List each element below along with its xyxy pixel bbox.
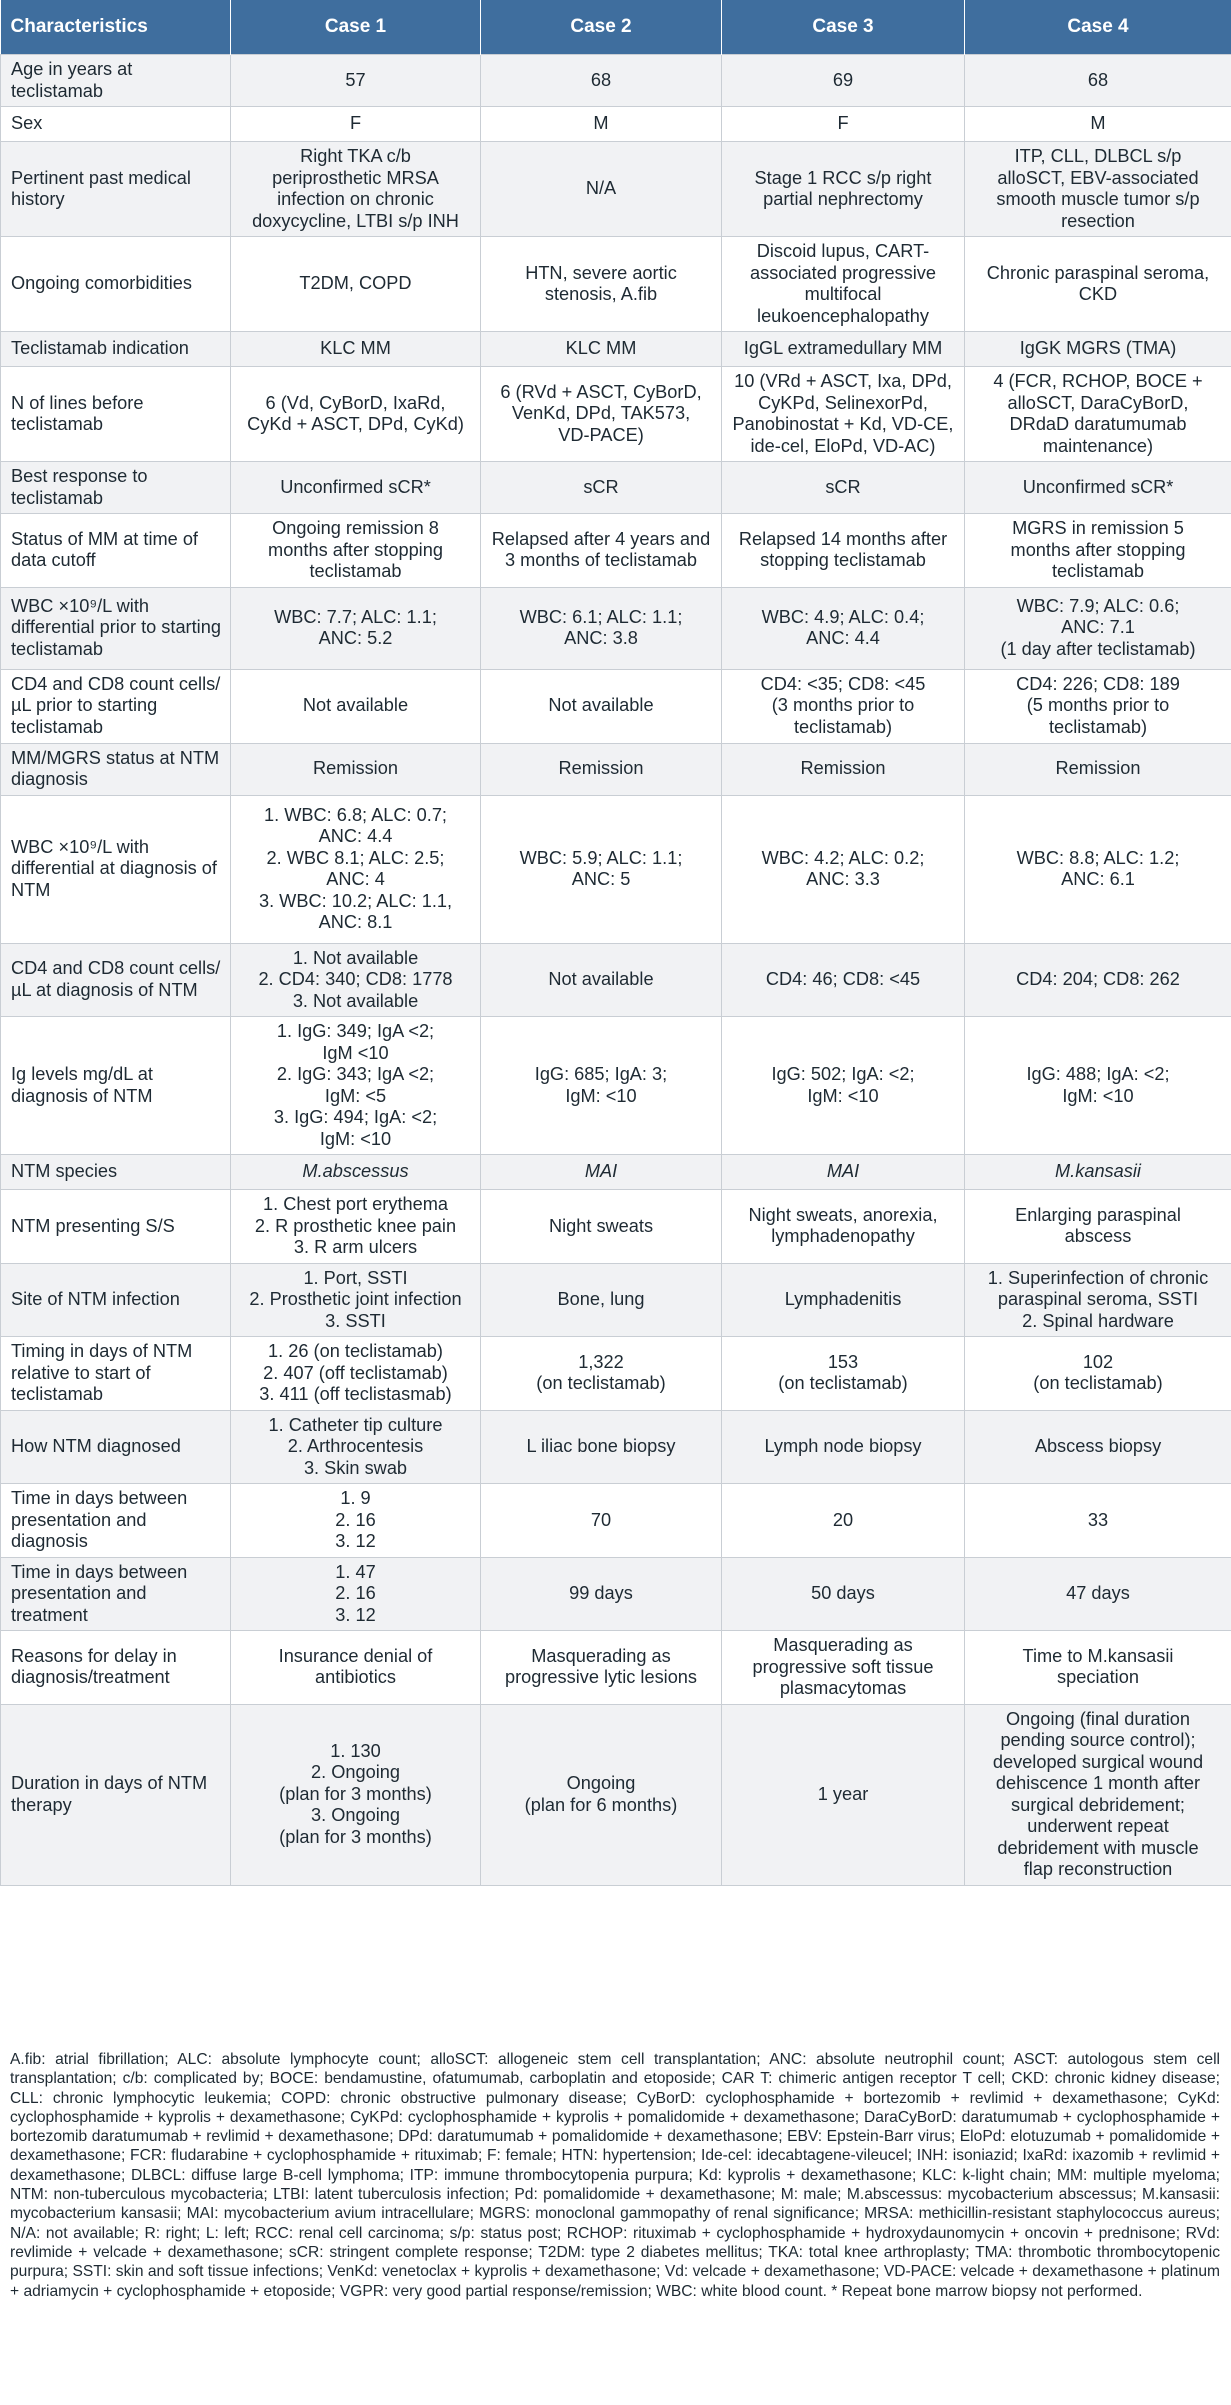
case-1-cell: Insurance denial of antibiotics xyxy=(231,1631,481,1705)
header-case-2: Case 2 xyxy=(481,0,722,55)
table-row xyxy=(1,332,1231,367)
case-3-cell: Remission xyxy=(722,743,965,795)
table-row xyxy=(1,1155,1231,1190)
case-4-cell: 68 xyxy=(965,55,1231,107)
row-label: Best response to teclistamab xyxy=(1,462,231,514)
case-3-cell: Lymph node biopsy xyxy=(722,1410,965,1484)
row-label: WBC ×10⁹/L with differential prior to starting teclistamab xyxy=(1,587,231,669)
case-3-cell: 1 year xyxy=(722,1704,965,1885)
case-1-cell: Remission xyxy=(231,743,481,795)
case-1-cell: T2DM, COPD xyxy=(231,237,481,332)
case-2-cell: L iliac bone biopsy xyxy=(481,1410,722,1484)
row-label: N of lines before teclistamab xyxy=(1,367,231,462)
table-row xyxy=(1,142,1231,237)
case-3-cell: 10 (VRd + ASCT, Ixa, DPd, CyKPd, SelinexorPd, Panobinostat + Kd, VD-CE, ide-cel, EloPd, VD-AC) xyxy=(722,367,965,462)
row-label: Status of MM at time of data cutoff xyxy=(1,514,231,588)
case-2-cell: HTN, severe aortic stenosis, A.fib xyxy=(481,237,722,332)
table-row xyxy=(1,1704,1231,1885)
case-2-cell: MAI xyxy=(481,1155,722,1190)
case-2-cell: Remission xyxy=(481,743,722,795)
row-label: How NTM diagnosed xyxy=(1,1410,231,1484)
table-row xyxy=(1,943,1231,1017)
case-2-cell: Masquerading as progressive lytic lesions xyxy=(481,1631,722,1705)
case-1-cell: 1. Not available 2. CD4: 340; CD8: 1778 3. Not available xyxy=(231,943,481,1017)
case-3-cell: 50 days xyxy=(722,1557,965,1631)
table-row xyxy=(1,462,1231,514)
case-1-cell: 1. IgG: 349; IgA <2; IgM <10 2. IgG: 343; IgA <2; IgM: <5 3. IgG: 494; IgA: <2; IgM: <10 xyxy=(231,1017,481,1155)
case-1-cell: 1. 130 2. Ongoing (plan for 3 months) 3. Ongoing (plan for 3 months) xyxy=(231,1704,481,1885)
case-2-cell: Not available xyxy=(481,669,722,743)
case-1-cell: 1. Chest port erythema 2. R prosthetic knee pain 3. R arm ulcers xyxy=(231,1190,481,1264)
case-1-cell: 1. 26 (on teclistamab) 2. 407 (off teclistamab) 3. 411 (off teclistasmab) xyxy=(231,1337,481,1411)
case-3-cell: 153 (on teclistamab) xyxy=(722,1337,965,1411)
case-2-cell: Relapsed after 4 years and 3 months of teclistamab xyxy=(481,514,722,588)
case-4-cell: 33 xyxy=(965,1484,1231,1558)
abbreviations-footnote: A.fib: atrial fibrillation; ALC: absolute lymphocyte count; alloSCT: allogeneic stem cell transplantation; ANC: absolute neutrophil count; ASCT: autologous stem cell transplantation; c/b: complicated by; BOCE: bendamustine, ofatumumab, carboplatin and etoposide; CAR T: chimeric antigen receptor T cell; CKD: chronic kidney disease; CLL: chronic lymphocytic leukemia; COPD: chronic obstructive pulmonary disease; CyBorD: cyclophosphamide + bortezomib + revlimid + dexamethasone; CyKd: cyclophosphamide + kyprolis + dexamethasone; CyKPd: cyclophosphamide + kyprolis + pomalidomide + dexamethasone; DaraCyBorD: daratumumab + cyclophosphamide + bortezomib daratumumab + revlimid + dexamethasone; DPd: daratumumab + pomalidomide + dexamethasone; EBV: Epstein-Barr virus; EloPd: elotuzumab + pomalidomide + dexamethasone; FCR: fludarabine + cyclophosphamide + rituximab; F: female; HTN: hypertension; Ide-cel: idecabtagene-vileucel; INH: isoniazid; IxaRd: ixazomib + revlimid + dexamethasone; DLBCL: diffuse large B-cell lymphoma; ITP: immune thrombocytopenia purpura; Kd: kyprolis + dexamethasone; KLC: k-light chain; MM: multiple myeloma; NTM: non-tuberculous mycobacteria; LTBI: latent tuberculosis infection; Pd: pomalidomide + dexamethasone; M: male; M.abscessus: mycobacterium abscessus; M.kansasii: mycobacterium kansasii; MAI: mycobacterium avium intracellulare; MGRS: monoclonal gammopathy of renal significance; MRSA: methicillin-resistant staphylococcus aureus; N/A: not available; R: right; L: left; RCC: renal cell carcinoma; s/p: status post; RCHOP: rituximab + cyclophosphamide + hydroxydaunomycin + oncovin + prednisone; RVd: revlimide + velcade + dexamethasone; sCR: stringent complete response; T2DM: type 2 diabetes mellitus; TKA: total knee arthroplasty; TMA: thrombotic thrombocytopenic purpura; SSTI: skin and soft tissue infections; VenKd: venetoclax + kyprolis + dexamethasone; Vd: velcade + dexamethasone; VD-PACE: velcade + dexamethasone + platinum + adriamycin + cyclophosphamide + etoposide; VGPR: very good partial response/remission; WBC: white blood count. * Repeat bone marrow biopsy not performed. xyxy=(10,2051,1220,2300)
case-3-cell: Lymphadenitis xyxy=(722,1263,965,1337)
case-2-cell: KLC MM xyxy=(481,332,722,367)
case-1-cell: M.abscessus xyxy=(231,1155,481,1190)
case-4-cell: WBC: 8.8; ALC: 1.2; ANC: 6.1 xyxy=(965,795,1231,943)
case-3-cell: 69 xyxy=(722,55,965,107)
case-2-cell: 70 xyxy=(481,1484,722,1558)
header-characteristics: Characteristics xyxy=(1,0,231,55)
case-4-cell: M xyxy=(965,107,1231,142)
case-1-cell: Unconfirmed sCR* xyxy=(231,462,481,514)
table-row xyxy=(1,1631,1231,1705)
case-3-cell: CD4: 46; CD8: <45 xyxy=(722,943,965,1017)
case-4-cell: IgGK MGRS (TMA) xyxy=(965,332,1231,367)
table-row xyxy=(1,237,1231,332)
table-row xyxy=(1,795,1231,943)
case-3-cell: Discoid lupus, CART- associated progressive multifocal leukoencephalopathy xyxy=(722,237,965,332)
row-label: Reasons for delay in diagnosis/treatment xyxy=(1,1631,231,1705)
case-2-cell: sCR xyxy=(481,462,722,514)
case-3-cell: 20 xyxy=(722,1484,965,1558)
table-row xyxy=(1,1017,1231,1155)
table-row xyxy=(1,1484,1231,1558)
row-label: NTM presenting S/S xyxy=(1,1190,231,1264)
case-4-cell: 102 (on teclistamab) xyxy=(965,1337,1231,1411)
row-label: WBC ×10⁹/L with differential at diagnosis of NTM xyxy=(1,795,231,943)
case-4-cell: 4 (FCR, RCHOP, BOCE + alloSCT, DaraCyBorD, DRdaD daratumumab maintenance) xyxy=(965,367,1231,462)
case-4-cell: WBC: 7.9; ALC: 0.6; ANC: 7.1 (1 day after teclistamab) xyxy=(965,587,1231,669)
case-3-cell: Masquerading as progressive soft tissue plasmacytomas xyxy=(722,1631,965,1705)
case-4-cell: IgG: 488; IgA: <2; IgM: <10 xyxy=(965,1017,1231,1155)
case-2-cell: M xyxy=(481,107,722,142)
case-4-cell: Ongoing (final duration pending source control); developed surgical wound dehiscence 1 month after surgical debridement; underwent repeat debridement with muscle flap reconstruction xyxy=(965,1704,1231,1885)
row-label: Ongoing comorbidities xyxy=(1,237,231,332)
case-1-cell: 1. Catheter tip culture 2. Arthrocentesis 3. Skin swab xyxy=(231,1410,481,1484)
row-label: Time in days between presentation and treatment xyxy=(1,1557,231,1631)
case-1-cell: Right TKA c/b periprosthetic MRSA infection on chronic doxycycline, LTBI s/p INH xyxy=(231,142,481,237)
case-4-cell: Abscess biopsy xyxy=(965,1410,1231,1484)
table-row xyxy=(1,55,1231,107)
case-3-cell: WBC: 4.9; ALC: 0.4; ANC: 4.4 xyxy=(722,587,965,669)
table-row xyxy=(1,587,1231,669)
case-4-cell: CD4: 204; CD8: 262 xyxy=(965,943,1231,1017)
row-label: Teclistamab indication xyxy=(1,332,231,367)
case-3-cell: WBC: 4.2; ALC: 0.2; ANC: 3.3 xyxy=(722,795,965,943)
header-row xyxy=(1,0,1231,55)
row-label: Timing in days of NTM relative to start of teclistamab xyxy=(1,1337,231,1411)
case-2-cell: WBC: 5.9; ALC: 1.1; ANC: 5 xyxy=(481,795,722,943)
case-1-cell: 1. 47 2. 16 3. 12 xyxy=(231,1557,481,1631)
case-4-cell: Time to M.kansasii speciation xyxy=(965,1631,1231,1705)
row-label: Time in days between presentation and diagnosis xyxy=(1,1484,231,1558)
table-row xyxy=(1,1410,1231,1484)
case-4-cell: M.kansasii xyxy=(965,1155,1231,1190)
case-3-cell: Night sweats, anorexia, lymphadenopathy xyxy=(722,1190,965,1264)
case-3-cell: MAI xyxy=(722,1155,965,1190)
row-label: Pertinent past medical history xyxy=(1,142,231,237)
case-2-cell: Ongoing (plan for 6 months) xyxy=(481,1704,722,1885)
table-row xyxy=(1,1557,1231,1631)
case-3-cell: IgG: 502; IgA: <2; IgM: <10 xyxy=(722,1017,965,1155)
table-row xyxy=(1,1263,1231,1337)
case-4-cell: Remission xyxy=(965,743,1231,795)
header-case-1: Case 1 xyxy=(231,0,481,55)
table-row xyxy=(1,1190,1231,1264)
case-1-cell: Ongoing remission 8 months after stopping teclistamab xyxy=(231,514,481,588)
case-2-cell: N/A xyxy=(481,142,722,237)
row-label: Ig levels mg/dL at diagnosis of NTM xyxy=(1,1017,231,1155)
table-row xyxy=(1,1337,1231,1411)
case-3-cell: Relapsed 14 months after stopping teclistamab xyxy=(722,514,965,588)
case-2-cell: 68 xyxy=(481,55,722,107)
row-label: Site of NTM infection xyxy=(1,1263,231,1337)
case-1-cell: 6 (Vd, CyBorD, IxaRd, CyKd + ASCT, DPd, CyKd) xyxy=(231,367,481,462)
row-label: MM/MGRS status at NTM diagnosis xyxy=(1,743,231,795)
table-row xyxy=(1,743,1231,795)
case-1-cell: Not available xyxy=(231,669,481,743)
case-3-cell: Stage 1 RCC s/p right partial nephrectomy xyxy=(722,142,965,237)
header-case-3: Case 3 xyxy=(722,0,965,55)
case-4-cell: 1. Superinfection of chronic paraspinal seroma, SSTI 2. Spinal hardware xyxy=(965,1263,1231,1337)
case-3-cell: CD4: <35; CD8: <45 (3 months prior to teclistamab) xyxy=(722,669,965,743)
case-2-cell: 6 (RVd + ASCT, CyBorD, VenKd, DPd, TAK573, VD-PACE) xyxy=(481,367,722,462)
case-1-cell: 1. 9 2. 16 3. 12 xyxy=(231,1484,481,1558)
case-2-cell: Not available xyxy=(481,943,722,1017)
case-4-cell: MGRS in remission 5 months after stopping teclistamab xyxy=(965,514,1231,588)
case-4-cell: Chronic paraspinal seroma, CKD xyxy=(965,237,1231,332)
row-label: CD4 and CD8 count cells/ µL at diagnosis of NTM xyxy=(1,943,231,1017)
row-label: NTM species xyxy=(1,1155,231,1190)
case-1-cell: F xyxy=(231,107,481,142)
table-row xyxy=(1,367,1231,462)
case-2-cell: Bone, lung xyxy=(481,1263,722,1337)
case-3-cell: sCR xyxy=(722,462,965,514)
row-label: Sex xyxy=(1,107,231,142)
case-2-cell: 1,322 (on teclistamab) xyxy=(481,1337,722,1411)
table-row xyxy=(1,514,1231,588)
row-label: CD4 and CD8 count cells/ µL prior to starting teclistamab xyxy=(1,669,231,743)
table-row xyxy=(1,669,1231,743)
row-label: Duration in days of NTM therapy xyxy=(1,1704,231,1885)
case-3-cell: F xyxy=(722,107,965,142)
case-1-cell: 1. WBC: 6.8; ALC: 0.7; ANC: 4.4 2. WBC 8.1; ALC: 2.5; ANC: 4 3. WBC: 10.2; ALC: 1.1, ANC: 8.1 xyxy=(231,795,481,943)
case-4-cell: Unconfirmed sCR* xyxy=(965,462,1231,514)
case-2-cell: Night sweats xyxy=(481,1190,722,1264)
case-4-cell: ITP, CLL, DLBCL s/p alloSCT, EBV-associated smooth muscle tumor s/p resection xyxy=(965,142,1231,237)
header-case-4: Case 4 xyxy=(965,0,1231,55)
case-1-cell: KLC MM xyxy=(231,332,481,367)
case-2-cell: 99 days xyxy=(481,1557,722,1631)
case-1-cell: 1. Port, SSTI 2. Prosthetic joint infection 3. SSTI xyxy=(231,1263,481,1337)
row-label: Age in years at teclistamab xyxy=(1,55,231,107)
case-2-cell: IgG: 685; IgA: 3; IgM: <10 xyxy=(481,1017,722,1155)
case-1-cell: 57 xyxy=(231,55,481,107)
case-4-cell: CD4: 226; CD8: 189 (5 months prior to teclistamab) xyxy=(965,669,1231,743)
case-3-cell: IgGL extramedullary MM xyxy=(722,332,965,367)
case-2-cell: WBC: 6.1; ALC: 1.1; ANC: 3.8 xyxy=(481,587,722,669)
case-4-cell: Enlarging paraspinal abscess xyxy=(965,1190,1231,1264)
table-row xyxy=(1,107,1231,142)
case-1-cell: WBC: 7.7; ALC: 1.1; ANC: 5.2 xyxy=(231,587,481,669)
case-4-cell: 47 days xyxy=(965,1557,1231,1631)
